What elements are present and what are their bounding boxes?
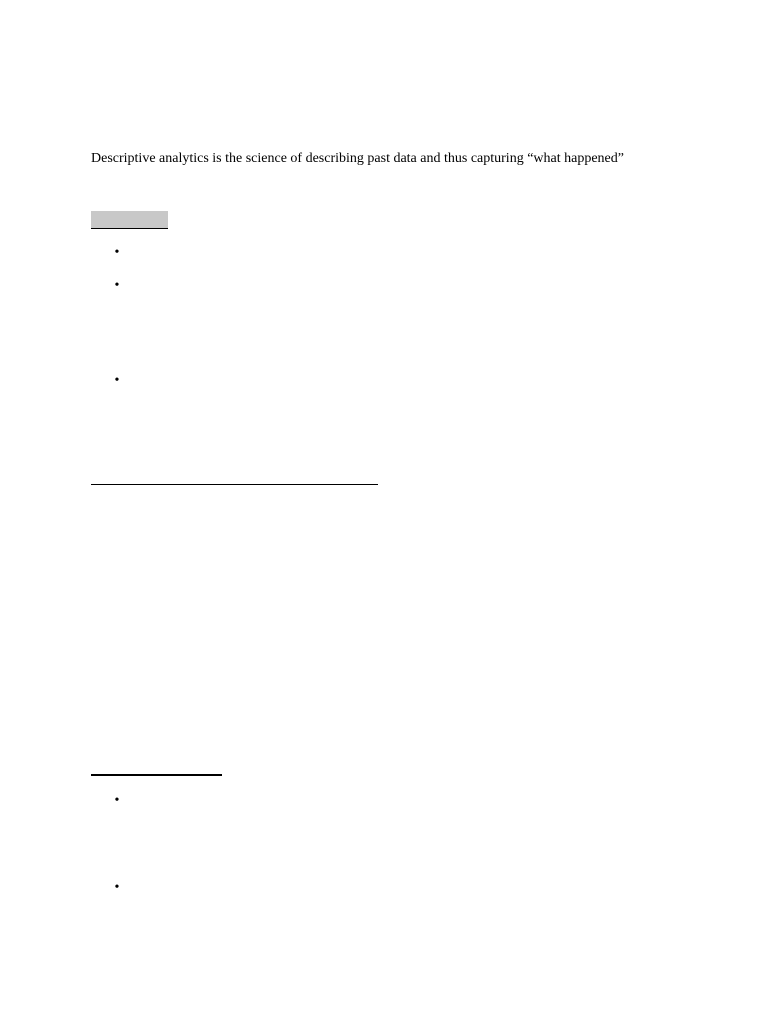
- section-heading-underline: [91, 484, 378, 485]
- section-heading-underline: [91, 774, 222, 776]
- list-bullet: •: [114, 278, 120, 293]
- section-heading-highlight: [91, 211, 168, 229]
- intro-paragraph: Descriptive analytics is the science of describing past data and thus capturing “what happened”: [91, 151, 624, 166]
- list-bullet: •: [114, 245, 120, 260]
- list-bullet: •: [114, 880, 120, 895]
- list-bullet: •: [114, 793, 120, 808]
- list-bullet: •: [114, 373, 120, 388]
